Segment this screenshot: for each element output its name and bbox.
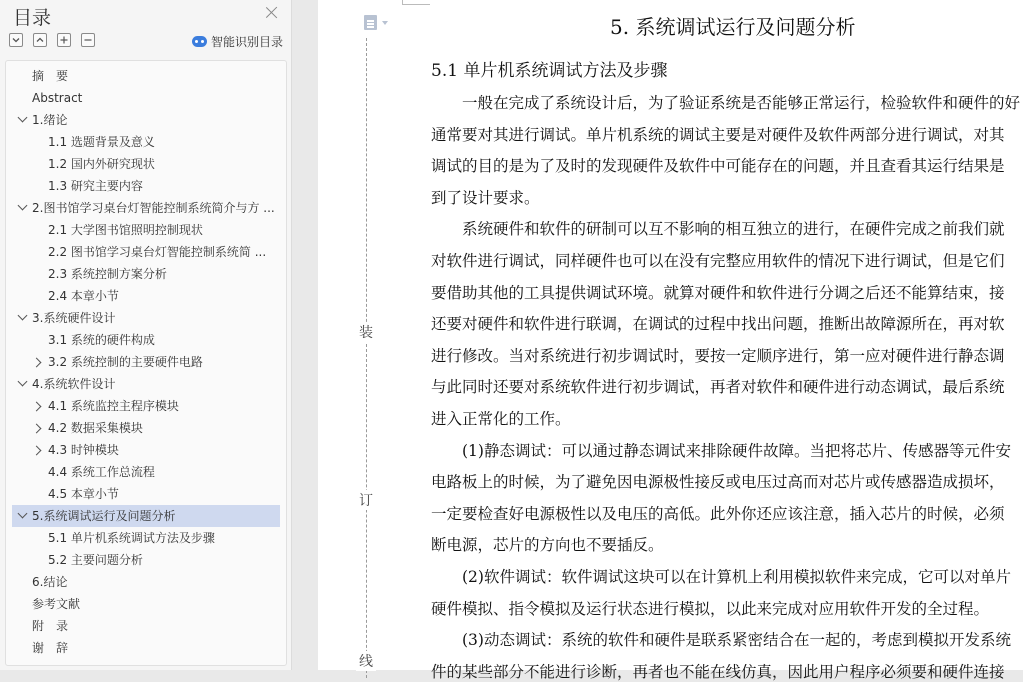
toc-item-label: 2.3 系统控制方案分析: [48, 267, 167, 281]
document-icon[interactable]: [364, 15, 377, 30]
toc-item-label: 附 录: [32, 619, 69, 633]
toc-item[interactable]: [12, 439, 280, 461]
text-line: 调试的目的是为了及时的发现硬件及软件中可能存在的问题，并且查看其运行结果是: [431, 157, 1005, 176]
chevron-down-icon: [10, 34, 22, 46]
toc-item[interactable]: [12, 197, 280, 219]
text-line: (1)静态调试：可以通过静态调试来排除硬件故障。当把将芯片、传感器等元件安: [431, 441, 1011, 460]
toc-item-label: 4.2 数据采集模块: [48, 421, 143, 435]
toc-item[interactable]: [12, 395, 280, 417]
toc-item[interactable]: [12, 65, 280, 87]
toc-item[interactable]: [12, 461, 280, 483]
chevron-down-icon[interactable]: [16, 307, 30, 329]
chapter-title: 5. 系统调试运行及问题分析: [610, 15, 856, 39]
text-line: 进入正常化的工作。: [431, 410, 571, 428]
smart-toc-button[interactable]: [192, 33, 283, 50]
toc-item-label: Abstract: [32, 91, 83, 105]
toc-item[interactable]: [12, 131, 280, 153]
toc-item-label: 1.绪论: [32, 113, 68, 127]
toc-item-label: 谢 辞: [32, 641, 69, 655]
toc-item-label: 3.系统硬件设计: [32, 311, 116, 325]
margin-corner-mark: [402, 0, 430, 5]
toc-item-label: 参考文献: [32, 597, 81, 611]
smart-toc-label: 智能识别目录: [211, 35, 284, 49]
toc-item[interactable]: [12, 219, 280, 241]
toc-item-label: 4.1 系统监控主程序模块: [48, 399, 179, 413]
text-line: 电路板上的时候，为了避免因电源极性接反或电压过高而对芯片或传感器造成损坏，: [431, 473, 1005, 492]
toc-item[interactable]: [12, 373, 280, 395]
binding-char-ding: 订: [356, 490, 376, 510]
robot-icon: [192, 36, 207, 47]
toc-item-label: 1.2 国内外研究现状: [48, 157, 155, 171]
toc-item[interactable]: [12, 241, 280, 263]
text-line: 要借助其他的工具提供调试环境。就算对硬件和软件进行分调之后还不能算结束，接: [431, 283, 1005, 302]
chevron-right-icon[interactable]: [32, 351, 46, 373]
close-icon[interactable]: [262, 3, 282, 23]
toc-item-label: 3.2 系统控制的主要硬件电路: [48, 355, 203, 369]
toc-item-label: 5.系统调试运行及问题分析: [32, 509, 176, 523]
toc-item-label: 4.系统软件设计: [32, 377, 116, 391]
expand-all-button[interactable]: [9, 33, 23, 47]
toc-item[interactable]: [12, 483, 280, 505]
text-line: 硬件模拟、指令模拟及运行状态进行模拟，以此来完成对应用软件开发的全过程。: [431, 599, 990, 618]
toc-item[interactable]: [12, 109, 280, 131]
minus-icon: [82, 34, 94, 46]
toc-item-label: 6.结论: [32, 575, 68, 589]
dropdown-arrow-icon[interactable]: [382, 21, 388, 25]
toc-item-label: 2.4 本章小节: [48, 289, 119, 303]
text-line: 对软件进行调试，同样硬件也可以在没有完整应用软件的情况下进行调试，但是它们: [431, 252, 1005, 270]
toc-item[interactable]: [12, 527, 280, 549]
toc-item[interactable]: [12, 87, 280, 109]
plus-icon: [58, 34, 70, 46]
toc-sidebar: [0, 0, 292, 670]
toc-item[interactable]: [12, 417, 280, 439]
chevron-right-icon[interactable]: [32, 439, 46, 461]
toc-item[interactable]: [12, 351, 280, 373]
toc-item-label: 4.4 系统工作总流程: [48, 465, 155, 479]
toc-item[interactable]: [12, 285, 280, 307]
section-title: 5.1 单片机系统调试方法及步骤: [431, 61, 668, 81]
toc-item[interactable]: [12, 263, 280, 285]
text-line: (2)软件调试：软件调试这块可以在计算机上利用模拟软件来完成，它可以对单片: [431, 568, 1011, 586]
toc-toolbar: [9, 33, 95, 47]
binding-char-zhuang: 装: [356, 322, 376, 342]
chevron-down-icon[interactable]: [16, 109, 30, 131]
toc-item-label: 1.3 研究主要内容: [48, 179, 143, 193]
sidebar-title: 目录: [13, 7, 52, 29]
toc-item[interactable]: [12, 505, 280, 527]
toc-item[interactable]: [12, 571, 280, 593]
text-line: 还要对硬件和软件进行联调，在调试的过程中找出问题，推断出故障源所在，再对软: [431, 315, 1005, 334]
binding-char-xian: 线: [356, 651, 376, 671]
toc-item[interactable]: [12, 593, 280, 615]
collapse-all-button[interactable]: [33, 33, 47, 47]
toc-item-label: 4.3 时钟模块: [48, 443, 119, 457]
text-line: 系统硬件和软件的研制可以互不影响的相互独立的进行，在硬件完成之前我们就: [431, 220, 1005, 239]
toc-item[interactable]: [12, 549, 280, 571]
toc-item[interactable]: [12, 329, 280, 351]
toc-item-label: 3.1 系统的硬件构成: [48, 333, 155, 347]
text-line: 一定要检查好电源极性以及电压的高低。此外你还应该注意，插入芯片的时候，必须: [431, 504, 1005, 523]
toc-item[interactable]: [12, 615, 280, 637]
binding-line: [366, 38, 367, 678]
toc-item[interactable]: [12, 175, 280, 197]
toc-item[interactable]: [12, 637, 280, 659]
text-line: 进行修改。当对系统进行初步调试时，要按一定顺序进行，第一应对硬件进行静态调: [431, 346, 1005, 365]
chevron-down-icon[interactable]: [16, 505, 30, 527]
document-page: [318, 0, 1023, 681]
chevron-right-icon[interactable]: [32, 395, 46, 417]
chevron-up-icon: [34, 34, 46, 46]
text-line: 一般在完成了系统设计后，为了验证系统是否能够正常运行，检验软件和硬件的好: [431, 94, 1021, 112]
toc-item-label: 1.1 选题背景及意义: [48, 135, 155, 149]
toc-item-label: 2.1 大学图书馆照明控制现状: [48, 223, 203, 237]
toc-item-label: 5.1 单片机系统调试方法及步骤: [48, 531, 215, 545]
text-line: 件的某些部分不能进行诊断，再者也不能在线仿真，因此用户程序必须要和硬件连接: [431, 662, 1005, 681]
toc-item[interactable]: [12, 153, 280, 175]
text-line: 断电源，芯片的方向也不要插反。: [431, 536, 664, 555]
toc-item-label: 摘 要: [32, 69, 69, 83]
toc-item-label: 4.5 本章小节: [48, 487, 119, 501]
toc-item[interactable]: [12, 307, 280, 329]
toc-list: [5, 60, 287, 666]
add-heading-button[interactable]: [57, 33, 71, 47]
toc-item-label: 2.2 图书馆学习桌台灯智能控制系统简 ...: [48, 245, 267, 259]
chevron-down-icon[interactable]: [16, 197, 30, 219]
toc-item-label: 2.图书馆学习桌台灯智能控制系统简介与方 ...: [32, 201, 275, 215]
chevron-right-icon[interactable]: [32, 417, 46, 439]
text-line: (3)动态调试：系统的软件和硬件是联系紧密结合在一起的，考虑到模拟开发系统: [431, 631, 1011, 650]
chevron-down-icon[interactable]: [16, 373, 30, 395]
text-line: 通常要对其进行调试。单片机系统的调试主要是对硬件及软件两部分进行调试，对其: [431, 125, 1005, 144]
text-line: 与此同时还要对系统软件进行初步调试，再者对软件和硬件进行动态调试，最后系统: [431, 378, 1005, 397]
toc-item-label: 5.2 主要问题分析: [48, 553, 143, 567]
remove-heading-button[interactable]: [81, 33, 95, 47]
text-line: 到了设计要求。: [431, 188, 540, 207]
